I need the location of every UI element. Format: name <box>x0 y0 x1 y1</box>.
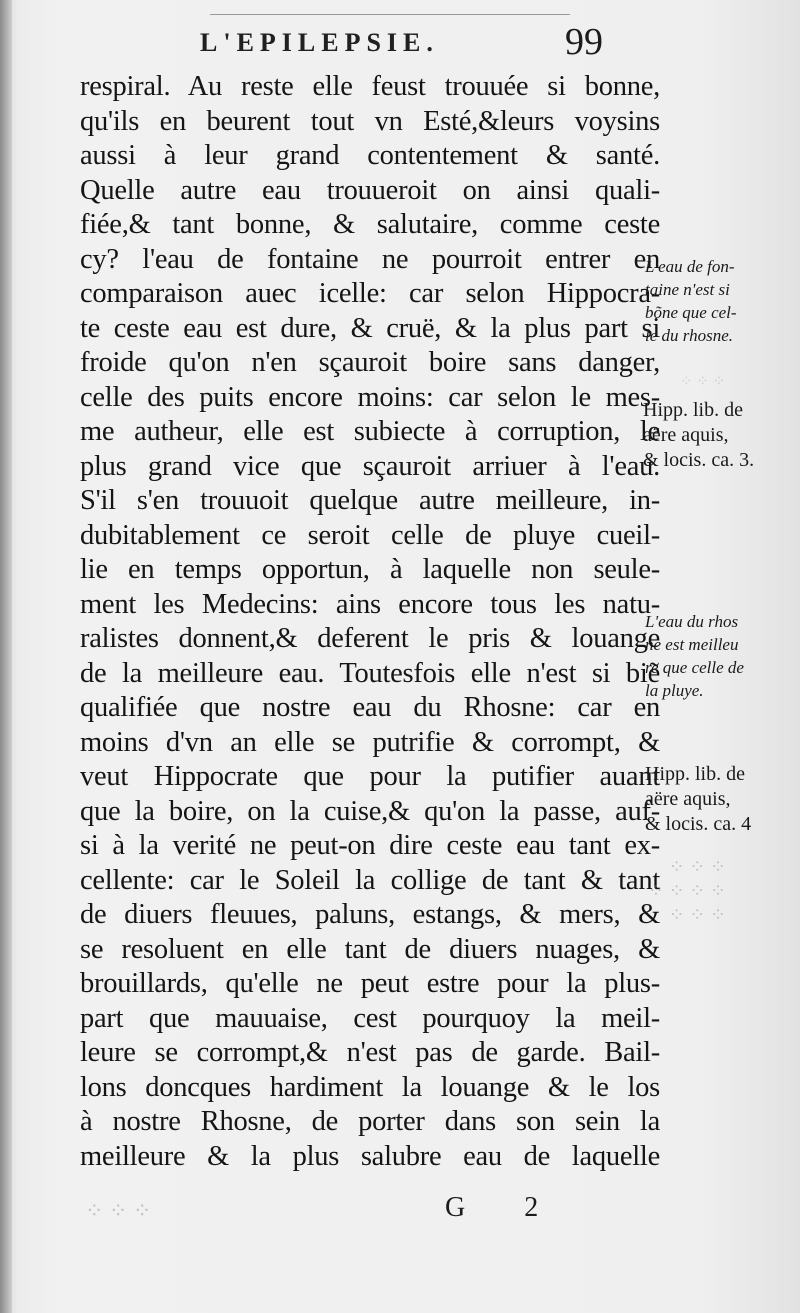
margin-note-line: aëre aquis, <box>643 424 729 446</box>
signature-mark: G 2 <box>445 1192 565 1223</box>
text-line: part que mauuaise, cest pourquoy la meil- <box>80 1002 660 1034</box>
text-line: S'il s'en trouuoit quelque autre meilleure, in- <box>80 485 660 516</box>
text-line: à nostre Rhosne, de porter dans son sein la <box>80 1106 660 1137</box>
margin-note-line: Hipp. lib. de <box>643 399 743 421</box>
text-line: lons doncques hardiment la louange & le los <box>80 1071 660 1103</box>
text-line: meilleure & la plus salubre eau de laquelle <box>80 1140 660 1172</box>
text-line: que la boire, on la cuise,& qu'on la passe, auf- <box>80 795 660 827</box>
text-line: froide qu'on n'en sçauroit boire sans danger, <box>80 347 660 378</box>
text-line: cy? l'eau de fontaine ne pourroit entrer en <box>80 243 660 275</box>
margin-note-line: ne est meilleu <box>645 635 739 654</box>
text-line: plus grand vice que sçauroit arriuer à l'eau. <box>80 450 660 482</box>
text-line: qualifiée que nostre eau du Rhosne: car en <box>80 692 660 723</box>
page-number: 99 <box>565 21 603 63</box>
margin-note-line: aëre aquis, <box>645 788 731 810</box>
text-line: aussi à leur grand contentement & santé. <box>80 140 660 171</box>
text-line: ment les Medecins: ains encore tous les natu- <box>80 588 660 620</box>
text-line: dubitablement ce seroit celle de pluye cueil- <box>80 519 660 551</box>
text-line: fiée,& tant bonne, & salutaire, comme ceste <box>80 209 660 240</box>
text-line: si à la verité ne peut-on dire ceste eau tant ex- <box>80 830 660 861</box>
text-line: te ceste eau est dure, & cruë, & la plus part si <box>80 312 660 344</box>
margin-note-fontaine <box>645 255 793 347</box>
margin-note-line: Hipp. lib. de <box>645 763 745 785</box>
margin-note-line: taine n'est si <box>645 280 730 299</box>
margin-note-line: & locis. ca. 4 <box>645 813 752 835</box>
text-line: de la meilleure eau. Toutesfois elle n'est si biẽ <box>80 657 660 689</box>
show-through-text: ⁘ ⁘ ⁘ <box>85 1198 152 1223</box>
text-line: brouillards, qu'elle ne peut estre pour la plus- <box>80 968 660 999</box>
margin-note-line: L'eau de fon- <box>645 257 735 276</box>
margin-note-hippocrates-ch4 <box>645 762 793 837</box>
margin-note-line: bõne que cel- <box>645 303 737 322</box>
margin-note-line: & locis. ca. 3. <box>643 449 755 471</box>
text-line: Quelle autre eau trouueroit on ainsi quali- <box>80 174 660 206</box>
margin-note-line: re que celle de <box>645 658 744 677</box>
text-line: moins d'vn an elle se putrifie & corrompt, & <box>80 726 660 758</box>
text-line: comparaison auec icelle: car selon Hippocra- <box>80 278 660 309</box>
text-line: ralistes donnent,& deferent le pris & louange <box>80 623 660 654</box>
text-line: leure se corrompt,& n'est pas de garde. Bail- <box>80 1037 660 1068</box>
margin-note-rhosne-pluye <box>645 610 793 702</box>
running-title: L'EPILEPSIE. <box>200 28 439 57</box>
text-line: se resoluent en elle tant de diuers nuages, & <box>80 933 660 965</box>
text-line: celle des puits encore moins: car selon le mes- <box>80 381 660 413</box>
page-gutter-shadow <box>0 0 12 1313</box>
text-line: veut Hippocrate que pour la putifier auant <box>80 761 660 792</box>
margin-note-line: la pluye. <box>645 681 704 700</box>
main-text-block <box>80 70 660 1174</box>
margin-note-line: le du rhosne. <box>645 326 733 345</box>
show-through-text: ⁘ ⁘ ⁘ ⁘ ⁘ ⁘ ⁘ ⁘ ⁘ ⁘ <box>648 854 726 923</box>
header-rule <box>210 14 570 15</box>
margin-note-hippocrates-ch3 <box>643 398 791 473</box>
show-through-text: ⁘ ⁘ ⁘ <box>680 374 726 390</box>
text-line: respiral. Au reste elle feust trouuée si bonne, <box>80 71 660 102</box>
margin-note-line: L'eau du rhos <box>645 612 739 631</box>
text-line: qu'ils en beurent tout vn Esté,&leurs voysins <box>80 105 660 137</box>
text-line: cellente: car le Soleil la collige de tant & tant <box>80 864 660 896</box>
text-line: me autheur, elle est subiecte à corruption, le <box>80 416 660 447</box>
text-line: lie en temps opportun, à laquelle non seule- <box>80 554 660 585</box>
text-line: de diuers fleuues, paluns, estangs, & mers, & <box>80 899 660 930</box>
